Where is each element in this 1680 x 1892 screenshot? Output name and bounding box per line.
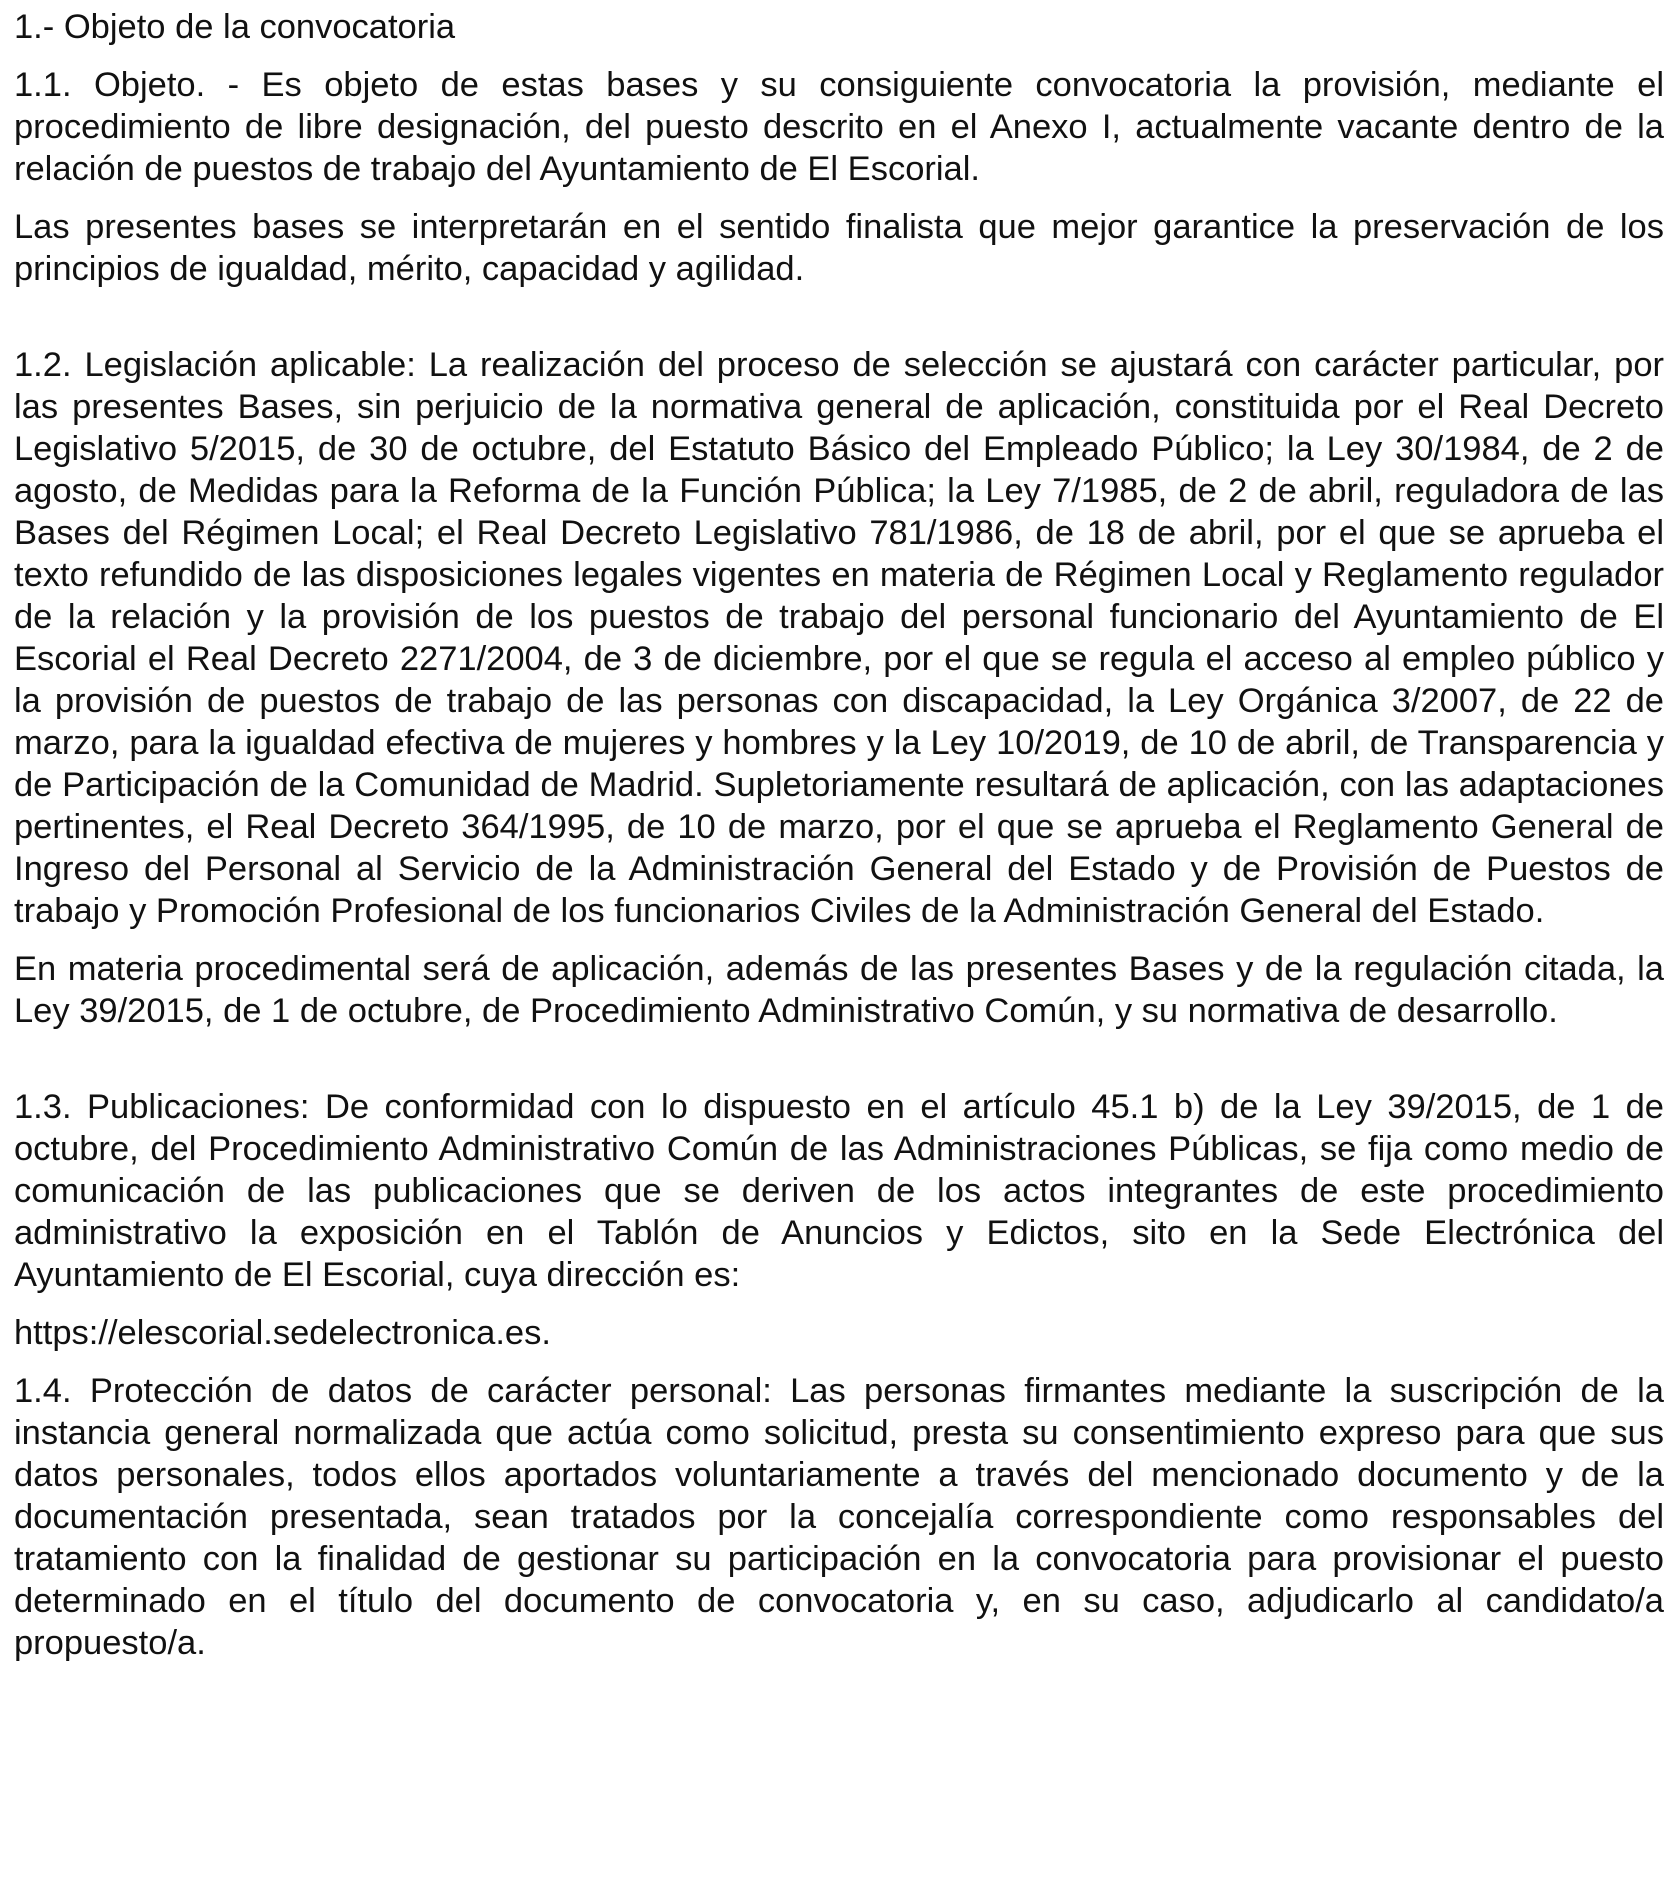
paragraph-interpretacion: Las presentes bases se interpretarán en el sentido finalista que mejor garantice la preservación de los principios de igualdad, mérito, capacidad y agilidad. (14, 208, 1664, 288)
paragraph-materia-procedimental: En materia procedimental será de aplicación, además de las presentes Bases y de la regulación citada, la Ley 39/2015, de 1 de octubre, de Procedimiento Administrativo Común, y su normativa de desarrollo. (14, 950, 1664, 1030)
paragraph-1-3-publicaciones: 1.3. Publicaciones: De conformidad con lo dispuesto en el artículo 45.1 b) de la Ley 39/2015, de 1 de octubre, del Procedimiento Administrativo Común de las Administraciones Públicas, se fija como medio de comunicación de las publicaciones que se deriven de los actos integrantes de este procedimiento administrativo la exposición en el Tablón de Anuncios y Edictos, sito en la Sede Electrónica del Ayuntamiento de El Escorial, cuya dirección es: (14, 1088, 1664, 1294)
paragraph-1-1-objeto: 1.1. Objeto. - Es objeto de estas bases y su consiguiente convocatoria la provisión, mediante el procedimiento de libre designación, del puesto descrito en el Anexo I, actualmente vacante dentro de la relación de puestos de trabajo del Ayuntamiento de El Escorial. (14, 66, 1664, 188)
section-heading: 1.- Objeto de la convocatoria (14, 8, 456, 46)
document-page (14, 6, 1664, 1664)
paragraph-1-4-proteccion-datos: 1.4. Protección de datos de carácter personal: Las personas firmantes mediante la suscripción de la instancia general normalizada que actúa como solicitud, presta su consentimiento expreso para que sus datos personales, todos ellos aportados voluntariamente a través del mencionado documento y de la documentación presentada, sean tratados por la concejalía correspondiente como responsables del tratamiento con la finalidad de gestionar su participación en la convocatoria para provisionar el puesto determinado en el título del documento de convocatoria y, en su caso, adjudicarlo al candidato/a propuesto/a. (14, 1372, 1664, 1662)
sede-electronica-url: https://elescorial.sedelectronica.es. (14, 1314, 551, 1352)
paragraph-1-2-legislacion: 1.2. Legislación aplicable: La realización del proceso de selección se ajustará con carácter particular, por las presentes Bases, sin perjuicio de la normativa general de aplicación, constituida por el Real Decreto Legislativo 5/2015, de 30 de octubre, del Estatuto Básico del Empleado Público; la Ley 30/1984, de 2 de agosto, de Medidas para la Reforma de la Función Pública; la Ley 7/1985, de 2 de abril, reguladora de las Bases del Régimen Local; el Real Decreto Legislativo 781/1986, de 18 de abril, por el que se aprueba el texto refundido de las disposiciones legales vigentes en materia de Régimen Local y Reglamento regulador de la relación y la provisión de los puestos de trabajo del personal funcionario del Ayuntamiento de El Escorial el Real Decreto 2271/2004, de 3 de diciembre, por el que se regula el acceso al empleo público y la provisión de puestos de trabajo de las personas con discapacidad, la Ley Orgánica 3/2007, de 22 de marzo, para la igualdad efectiva de mujeres y hombres y la Ley 10/2019, de 10 de abril, de Transparencia y de Participación de la Comunidad de Madrid. Supletoriamente resultará de aplicación, con las adaptaciones pertinentes, el Real Decreto 364/1995, de 10 de marzo, por el que se aprueba el Reglamento General de Ingreso del Personal al Servicio de la Administración General del Estado y de Provisión de Puestos de trabajo y Promoción Profesional de los funcionarios Civiles de la Administración General del Estado. (14, 346, 1664, 930)
